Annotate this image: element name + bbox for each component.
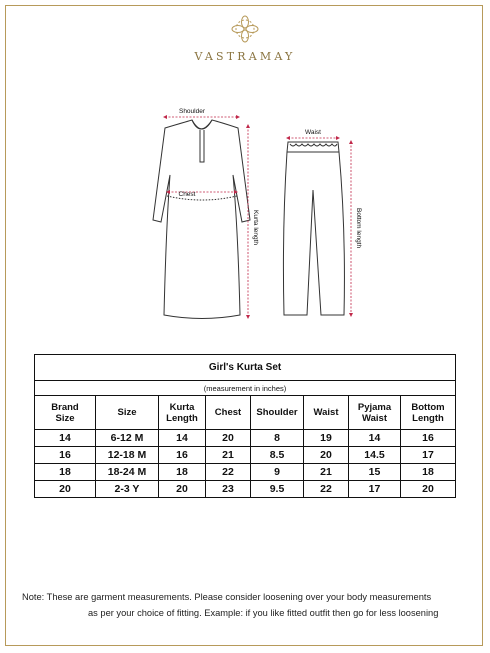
- column-header: Size: [96, 396, 159, 430]
- table-cell: 21: [304, 464, 349, 481]
- measurement-note: [22, 589, 472, 621]
- column-header: Chest: [206, 396, 251, 430]
- brand-name: VASTRAMAY: [194, 50, 296, 63]
- table-cell: 16: [159, 447, 206, 464]
- floral-knot-logo-icon: [230, 14, 260, 44]
- garment-diagram: [120, 100, 380, 330]
- kurta-length-label: Kurta length: [252, 210, 259, 246]
- table-cell: 8.5: [251, 447, 304, 464]
- table-cell: 14.5: [349, 447, 401, 464]
- table-cell: 8: [251, 430, 304, 447]
- table-cell: 18-24 M: [96, 464, 159, 481]
- table-cell: 20: [159, 481, 206, 498]
- table-cell: 12-18 M: [96, 447, 159, 464]
- column-header: Brand Size: [35, 396, 96, 430]
- column-header: Waist: [304, 396, 349, 430]
- table-cell: 14: [349, 430, 401, 447]
- table-cell: 18: [401, 464, 456, 481]
- table-cell: 17: [349, 481, 401, 498]
- waist-label: Waist: [304, 129, 322, 136]
- note-line-2: as per your choice of fitting. Example: if you like fitted outfit then go for less loosening: [88, 608, 439, 618]
- bottom-length-label: Bottom length: [355, 208, 362, 249]
- table-cell: 20: [401, 481, 456, 498]
- table-cell: 14: [159, 430, 206, 447]
- table-cell: 14: [35, 430, 96, 447]
- table-cell: 18: [159, 464, 206, 481]
- table-row: [35, 447, 456, 464]
- column-header: Bottom Length: [401, 396, 456, 430]
- table-header-row: [35, 396, 456, 430]
- table-cell: 21: [206, 447, 251, 464]
- shoulder-label: Shoulder: [178, 108, 206, 115]
- table-cell: 15: [349, 464, 401, 481]
- table-cell: 23: [206, 481, 251, 498]
- table-cell: 2-3 Y: [96, 481, 159, 498]
- table-cell: 6-12 M: [96, 430, 159, 447]
- kurta-illustration: [153, 120, 250, 319]
- column-header: Kurta Length: [159, 396, 206, 430]
- column-header: Shoulder: [251, 396, 304, 430]
- table-cell: 16: [35, 447, 96, 464]
- table-cell: 9: [251, 464, 304, 481]
- note-line-1: Note: These are garment measurements. Please consider loosening over your body measurements: [22, 592, 432, 602]
- table-cell: 17: [401, 447, 456, 464]
- column-header: Pyjama Waist: [349, 396, 401, 430]
- chest-label: Chest: [178, 191, 196, 198]
- table-cell: 20: [35, 481, 96, 498]
- table-subtitle: (measurement in inches): [35, 381, 456, 396]
- table-title: Girl's Kurta Set: [35, 355, 456, 381]
- size-chart-table: [34, 354, 456, 498]
- table-cell: 20: [206, 430, 251, 447]
- table-cell: 16: [401, 430, 456, 447]
- table-cell: 19: [304, 430, 349, 447]
- table-cell: 18: [35, 464, 96, 481]
- pyjama-illustration: [283, 142, 344, 315]
- table-row: [35, 464, 456, 481]
- table-cell: 9.5: [251, 481, 304, 498]
- table-cell: 22: [206, 464, 251, 481]
- table-cell: 22: [304, 481, 349, 498]
- table-row: [35, 481, 456, 498]
- table-row: [35, 430, 456, 447]
- table-cell: 20: [304, 447, 349, 464]
